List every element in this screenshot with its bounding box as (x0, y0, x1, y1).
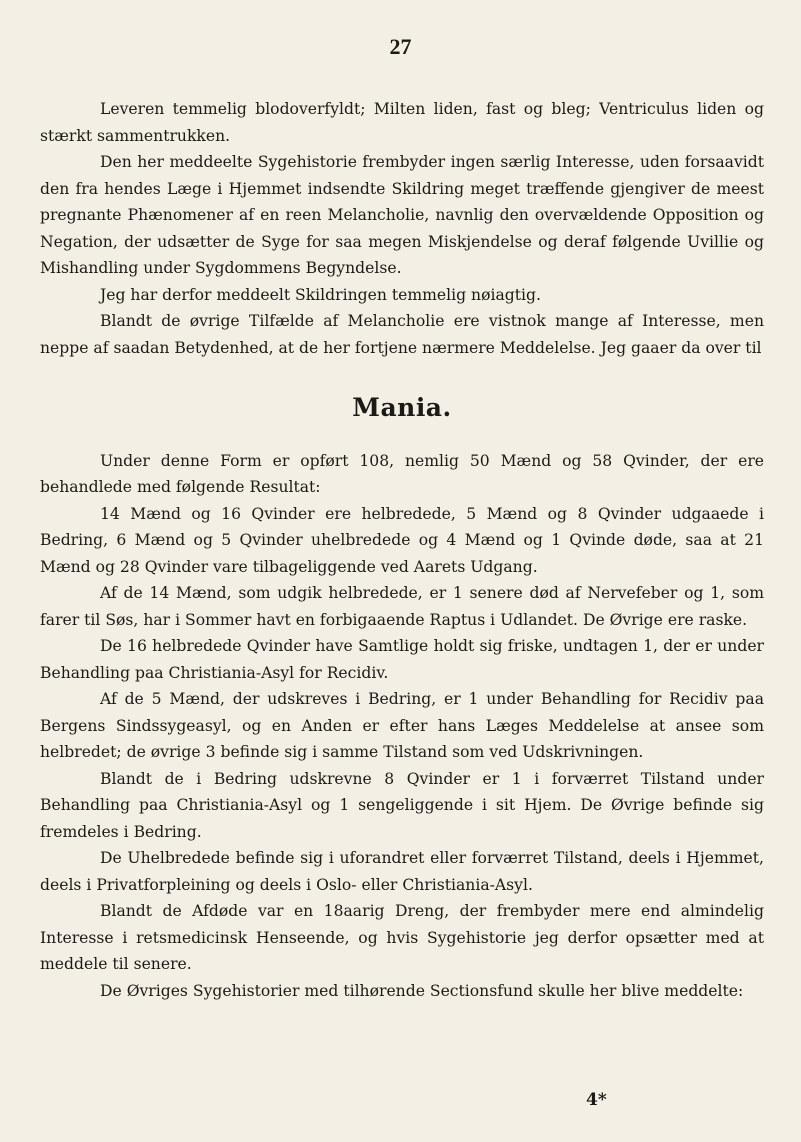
paragraph: De Øvriges Sygehistorier med tilhørende Sectionsfund skulle her blive meddelte: (100, 981, 744, 1000)
paragraph: De 16 helbredede Qvinder have Samtlige holdt sig friske, undtagen 1, der er under Behandling paa Christiania-Asyl for Recidiv. (40, 637, 764, 682)
section-heading: Mania. (352, 393, 452, 422)
page-number: 27 (389, 34, 412, 59)
paragraph: 14 Mænd og 16 Qvinder ere helbredede, 5 Mænd og 8 Qvinder udgaaede i Bedring, 6 Mænd og 5 Qvinder uhelbredede og 4 Mænd og 1 Qvinde døde, saa at 21 Mænd og 28 Qvinder vare tilbageliggende ved Aarets Udgang. (40, 504, 764, 576)
paragraph: Under denne Form er opført 108, nemlig 50 Mænd og 58 Qvinder, der ere behandlede med følgende Resultat: (40, 451, 764, 496)
paragraph: De Uhelbredede befinde sig i uforandret eller forværret Tilstand, deels i Hjemmet, deels i Privatforpleining og deels i Oslo- eller Christiania-Asyl. (40, 849, 764, 894)
paragraph: Leveren temmelig blodoverfyldt; Milten liden, fast og bleg; Ventriculus liden og stærkt sammentrukken. (40, 100, 764, 145)
signature-mark: 4* (586, 1090, 607, 1110)
paragraph: Af de 5 Mænd, der udskreves i Bedring, er 1 under Behandling for Recidiv paa Bergens Sindssygeasyl, og en Anden er efter hans Læges Meddelelse at ansee som helbredet; de øvrige 3 befinde sig i samme Tilstand som ved Udskrivningen. (40, 690, 764, 761)
paragraph: Af de 14 Mænd, som udgik helbredede, er 1 senere død af Nervefeber og 1, som farer til Søs, har i Sommer havt en forbigaaende Raptus i Udlandet. De Øvrige ere raske. (40, 584, 764, 629)
paragraph: Blandt de i Bedring udskrevne 8 Qvinder er 1 i forværret Tilstand under Behandling paa Christiania-Asyl og 1 sengeliggende i sit Hjem. De Øvrige befinde sig fremdeles i Bedring. (40, 769, 764, 841)
paragraph: Blandt de Afdøde var en 18aarig Dreng, der frembyder mere end almindelig Interesse i retsmedicinsk Henseende, og hvis Sygehistorie jeg derfor opsætter med at meddele til senere. (40, 902, 764, 973)
paragraph: Jeg har derfor meddeelt Skildringen temmelig nøiagtig. (100, 285, 541, 304)
paragraph: Den her meddeelte Sygehistorie frembyder ingen særlig Interesse, uden forsaavidt den fra hendes Læge i Hjemmet indsendte Skildring meget træffende gjengiver de meest pregnante Phænomener af en reen Melancholie, navnlig den overvældende Opposition og Negation, der udsætter de Syge for saa megen Miskjendelse og deraf følgende Uvillie og Mishandling under Sygdommens Begyndelse. (40, 153, 764, 277)
body-text (40, 96, 764, 1004)
paragraph: Blandt de øvrige Tilfælde af Melancholie ere vistnok mange af Interesse, men neppe af saadan Betydenhed, at de her fortjene nærmere Meddelelse. Jeg gaaer da over til (40, 312, 764, 357)
